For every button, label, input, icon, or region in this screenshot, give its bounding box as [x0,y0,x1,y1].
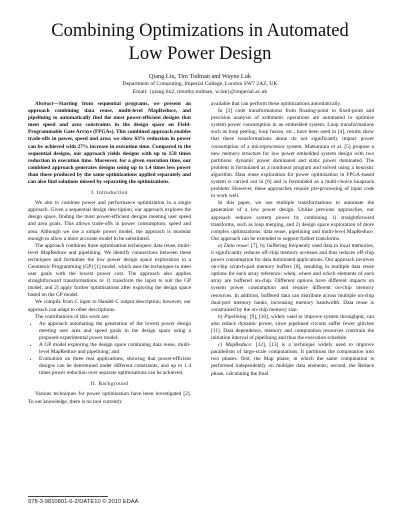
mapreduce-label: c) MapReduce: [218,342,253,349]
data-reuse-label: a) Data reuse: [218,242,250,249]
mapreduce-paragraph [211,342,374,377]
paper-title-line-2: Low Power Design [128,44,272,64]
intro-paragraph-1: We aim to combine power and performance optimization in a single approach. Given a sequential design description, our approach explores the design space, finding the most power-efficient designs meeting user speed and area goals. This allows trade-offs in power consumption, speed and area. Although we use a simple power model, the approach is modular enough to allow a more accurate model to be substituted. [28,200,191,242]
contribution-list [28,321,191,378]
author-list: Qiang Liu, Tim Todman and Wayne Luk [148,73,252,80]
background-paragraph-1: Various techniques for power optimisation have been investigated [2]. To our knowledge, there is no tool currently [28,391,191,405]
data-reuse-paragraph [211,243,374,314]
pipelining-paragraph [211,314,374,342]
pipelining-text: [9], [10], widely used to improve system throughput, can also reduce dynamic power, since pipelined circuits suffer fewer glitches [11]. Data dependence, memory and computation resources constrain the initiation interval of pipelining and thus the execution schedule. [211,313,374,342]
section-heading-background: II. Background [90,381,129,388]
paper-title-line-1: Combining Optimizations in Automated [51,21,349,41]
left-column [28,101,191,406]
author-emails: Email: {qiang.liu2, timothy.todman, w.luk}@imperial.ac.uk [132,88,268,95]
right-paragraph-2: In [3] code transformations from floating-point to fixed-point and precision analysis of arithmetic operations are automated to optimise system power consumption in an embedded system. Loop transformations such as loop peeling, loop fusion, etc., have been used in [4], results show that these transformations alone do not significantly impact power consumption of a microprocessor system. Matsumura et al. [5] propose a new memory structure for low power embedded system design with two partitions: dynamic power dominated and static power dominated. The problem is formulated as a nonlinear program and solved using a heuristic algorithm. Data reuse exploration for power optimisation in FPGA-based system is carried out in [6] and is formulated as a multi-choice knapsack problem. However, these approaches require pre-processing of input code to work well. [211,108,374,200]
right-paragraph-1: available that can perform these optimizations automatically. [211,101,342,107]
intro-paragraph-4: The contributions of this work are: [35,313,110,320]
right-column [211,101,374,378]
copyright-footer: 978-3-9810801-6-2/DATE10 © 2010 EDAA [28,499,139,505]
intro-paragraph-3: We compile from C input to Handel-C output description; however, our approach can adapt to other descriptions. [28,299,191,313]
right-paragraph-3: In this paper, we use multiple transformations to automate the generation of a low power design. Unlike previous approaches, our approach reduces system power by combining 1) straightforward transforms, such as loop merging, and 2) design space exploration of more complex optimizations: data reuse, pipelining and multi-level MapReduce. Our approach can be extended to support further transforms. [211,200,374,242]
abstract-text: —Starting from sequential programs, we present an approach combining data reuse, multi-level MapReduce, and pipelining to automatically find the most power-efficient designs that meet speed and area constraints in the design space on Field-Programmable Gate Arrays (FPGAs). This combined approach enables trade-offs in power, speed and area: we show 63% reduction in power can be achieved with 27% increase in execution time. Compared to the sequential designs, our approach yields designs with up to 158 times reduction in execution time. Moreover, for a given execution time, our combined approach generates designs using up to 1.4 times less power than those produced by the same optimizations applied separately and can also find solutions missed by separating the optimizations. [28,101,191,186]
abstract-label: Abstract [35,101,54,107]
intro-paragraph-2: The approach combines three optimisation techniques: data reuse, multi-level MapReduce and pipelining. We identify connections between these techniques and formulate the low power design space exploration in a Geometric Programming (GP) [1] model, which uses the techniques to meet user goals with the lowest power cost. The approach also applies straightforward transformations to 1) transform the input to suit the GP model; and 2) apply further optimisations after exploring the design space based on the GP model. [28,242,191,299]
data-reuse-text: [7], by buffering frequently used data in local memories, it significantly reduces off-chip memory accesses and thus reduces off-chip power consumption for data dominated applications. Our approach involves on-chip scratch-pad memory buffers [8], resulting in multiple data reuse options for each array reference: when, where and which elements of each array are buffered on-chip. Different options have different impacts on system power consumption and require different on-chip memory resources. In addition, buffered data can distribute across multiple on-chip dual-port memory banks, increasing memory bandwidth. Data reuse is constrained by the on-chip memory size. [211,242,375,313]
abstract [28,101,191,186]
pipelining-label: b) Pipelining: [218,313,249,320]
affiliation: Department of Computing, Imperial College, London SW7 2AZ, UK [122,81,278,87]
section-heading-introduction: I. Introduction [91,190,128,197]
contribution-item: • A GP model exploring the design space combining data reuse, multi-level MapReduce and pipelining; and [39,342,191,356]
mapreduce-text: [12], [13] is a technique widely used to improve parallelism of large-scale computations. It partitions the computation into two phases: first, the Map phase, in which the same computation is performed independently on multiple data elements; second, the Reduce phase, calculating the final [211,342,374,377]
contribution-item: • Evaluation on three real applications, showing that power-efficient designs can be determined under different constraints, and up to 1.4 times power reduction over separate optimisations can be achieved. [39,356,191,377]
footer-rule [28,496,108,497]
contribution-item: • An approach automating the generation of the lowest power design meeting user area and speed goals in the design space using a proposed experimental power model; [39,321,191,342]
